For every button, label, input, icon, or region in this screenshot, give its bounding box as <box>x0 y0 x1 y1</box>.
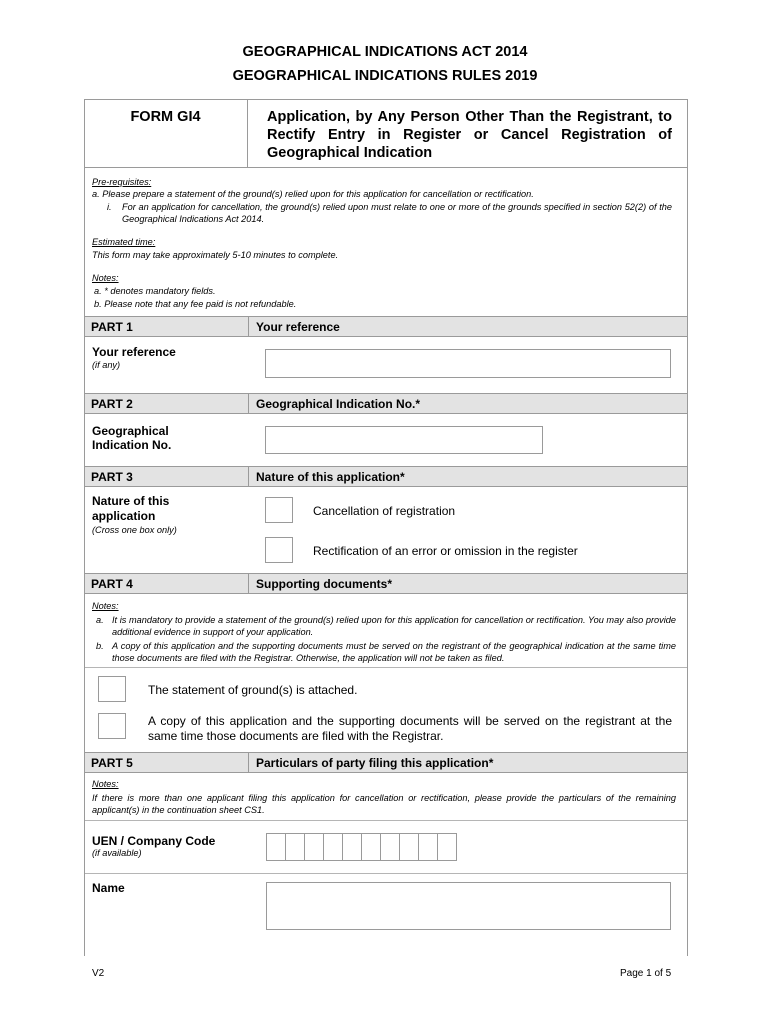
part2-label: PART 2 <box>91 397 133 411</box>
prerequisite-a: a. Please prepare a statement of the ground(s) relied upon for this application for cancellation or rectification. <box>92 189 534 199</box>
part3-divider <box>248 467 249 486</box>
part4-title: Supporting documents* <box>256 577 392 591</box>
footer-page-number: Page 1 of 5 <box>620 968 672 979</box>
statement-attached-label: The statement of ground(s) is attached. <box>148 683 358 697</box>
part5-divider <box>248 753 249 772</box>
form-title: Application, by Any Person Other Than the Registrant, to Rectify Entry in Register or Cancel Registration of Geographical Indication <box>267 109 672 161</box>
part4-bar <box>85 573 687 594</box>
statement-attached-checkbox[interactable] <box>98 676 126 702</box>
part4-divider <box>248 574 249 593</box>
prerequisites-heading: Pre-requisites: <box>92 177 152 187</box>
part2-bar <box>85 393 687 414</box>
part5-note: If there is more than one applicant filing this application for cancellation or rectification, please provide the particulars of the remaining applicant(s) in the continuation sheet CS1. <box>92 793 676 815</box>
part4-note-b: A copy of this application and the supporting documents must be served on the registrant of the geographical indication at the same time those documents are filed with the Registrar. Otherwise, the application will not be taken as filed. <box>112 641 676 663</box>
form-code: FORM GI4 <box>84 99 248 167</box>
copy-served-label: A copy of this application and the supporting documents will be served on the registrant at the same time those documents are filed with the Registrar. <box>148 714 672 743</box>
nature-label-1: Nature of this <box>92 494 170 508</box>
part1-title: Your reference <box>256 320 340 334</box>
nature-label-2: application <box>92 509 156 523</box>
uen-cell[interactable] <box>362 834 381 860</box>
cancellation-checkbox[interactable] <box>265 497 293 523</box>
part3-title: Nature of this application* <box>256 470 405 484</box>
part1-label: PART 1 <box>91 320 133 334</box>
uen-cell[interactable] <box>267 834 286 860</box>
uen-cell[interactable] <box>305 834 324 860</box>
act-title: GEOGRAPHICAL INDICATIONS ACT 2014 <box>242 44 528 60</box>
uen-cell[interactable] <box>324 834 343 860</box>
cancellation-option-label: Cancellation of registration <box>313 504 456 518</box>
note-b: b. Please note that any fee paid is not refundable. <box>94 299 297 309</box>
rectification-option-label: Rectification of an error or omission in the register <box>313 544 578 558</box>
uen-cell[interactable] <box>286 834 305 860</box>
part3-bar <box>85 466 687 487</box>
footer-version: V2 <box>92 968 105 979</box>
part4-note-a: It is mandatory to provide a statement of the ground(s) relied upon for this application for cancellation or rectification. You may also provide additional evidence in support of your application. <box>112 615 676 637</box>
prerequisite-i-marker: i. <box>107 202 112 212</box>
nature-sub: (Cross one box only) <box>92 525 177 535</box>
uen-cell[interactable] <box>343 834 362 860</box>
your-reference-sub: (if any) <box>92 360 121 370</box>
estimated-time-heading: Estimated time: <box>92 237 156 247</box>
rules-title: GEOGRAPHICAL INDICATIONS RULES 2019 <box>232 68 538 84</box>
part3-label: PART 3 <box>91 470 133 484</box>
part4-note-a-marker: a. <box>96 615 104 625</box>
note-a: a. * denotes mandatory fields. <box>94 286 216 296</box>
part5-bar <box>85 752 687 773</box>
part2-divider <box>248 394 249 413</box>
part5-label: PART 5 <box>91 756 133 770</box>
gi-number-input[interactable] <box>265 426 543 454</box>
uen-label: UEN / Company Code <box>92 834 216 848</box>
estimated-time-text: This form may take approximately 5-10 minutes to complete. <box>92 250 339 260</box>
your-reference-input[interactable] <box>265 349 671 378</box>
form-header-row <box>84 99 688 168</box>
uen-input[interactable] <box>266 833 457 861</box>
gi-number-label-1: Geographical <box>92 424 169 438</box>
copy-served-checkbox[interactable] <box>98 713 126 739</box>
uen-cell[interactable] <box>400 834 419 860</box>
part1-divider <box>248 317 249 336</box>
your-reference-label: Your reference <box>92 345 176 359</box>
part4-divider-line <box>85 667 687 668</box>
notes-heading: Notes: <box>92 273 119 283</box>
uen-cell[interactable] <box>381 834 400 860</box>
part4-label: PART 4 <box>91 577 133 591</box>
part5-notes-heading: Notes: <box>92 779 119 789</box>
name-label: Name <box>92 881 125 895</box>
part5-title: Particulars of party filing this application* <box>256 756 494 770</box>
name-input[interactable] <box>266 882 671 930</box>
rectification-checkbox[interactable] <box>265 537 293 563</box>
part5-divider-line-2 <box>85 873 687 874</box>
uen-cell[interactable] <box>438 834 456 860</box>
uen-cell[interactable] <box>419 834 438 860</box>
part2-title: Geographical Indication No.* <box>256 397 421 411</box>
part4-note-b-marker: b. <box>96 641 104 651</box>
uen-sub: (if available) <box>92 848 142 858</box>
gi-number-label-2: Indication No. <box>92 438 172 452</box>
prerequisite-i: For an application for cancellation, the ground(s) relied upon must relate to one or more of the grounds specified in section 52(2) of the Geographical Indications Act 2014. <box>122 202 672 224</box>
part1-bar <box>85 316 687 337</box>
part4-notes-heading: Notes: <box>92 601 119 611</box>
part5-divider-line-1 <box>85 820 687 821</box>
